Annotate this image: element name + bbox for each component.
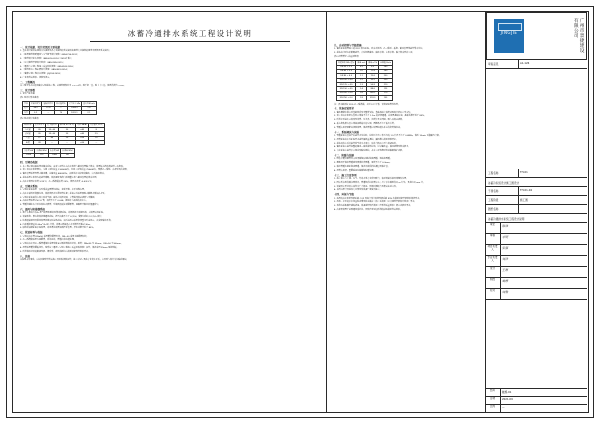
note-line: 本工程为某办公楼冰蓄冷空调系统工程，总建筑面积约为 ××××㎡，地下室一层，地上十八层，建筑高度约 ××m。: [20, 85, 126, 88]
table-header-cell: 比摩阻 Pa/m: [380, 61, 392, 64]
table-header-cell: 新风量 m³/(h·人): [59, 124, 75, 127]
project-label: 工程名称: [488, 171, 499, 175]
table-cell: 11.8: [367, 69, 379, 73]
table-cell: 34.2: [29, 106, 42, 110]
subproject-label: 子项名称: [488, 189, 499, 193]
note-line: 4. 冷凝水管采用 PVC-U 管，坡度不小于 0.008，就近排入最近的排水点。: [20, 200, 88, 203]
table-header-cell: 人员密度 ㎡/人: [89, 124, 103, 127]
note-line: 1. 明装非镀锌钢管及支吊架除锈后刷防锈漆两道、调和漆两道。: [334, 158, 392, 161]
signature-name: 陈伟: [502, 224, 509, 228]
signature-row: [486, 234, 587, 245]
table-cell: 250: [379, 74, 393, 78]
note-line: 6. 《建筑机电工程抗震设计规范》GB50981-2014；: [20, 69, 69, 72]
footer-divider: [500, 389, 501, 396]
certificate-label: 审查意见: [488, 62, 499, 66]
table-cell: 70: [55, 111, 67, 115]
project-value: TH-01: [520, 170, 528, 174]
table-cell: DN 80 × 4.0: [337, 74, 356, 78]
table-cell: 30: [58, 132, 76, 136]
note-line: 2. 风管系统按中压系统要求进行漏风量测试，漏风率应满足规范要求。: [334, 138, 399, 141]
note-line: 1. 地下车库按六次/h 换气设置机械排风兼排烟系统，排烟风机为双速风机，并设置补风系统。: [20, 212, 106, 215]
table-cell: DN 100 × 4.0: [337, 78, 356, 82]
project-name-row: [486, 169, 587, 178]
section-heading: 四、空调冷热源: [20, 161, 38, 165]
table-cell: 56.8: [367, 83, 379, 87]
table-header-cell: 夏季湿度%: [47, 124, 57, 127]
note-line: 3. 机房内采取隔声减振措施，设备运行噪声满足《声环境质量标准》相应功能区要求。: [334, 205, 413, 208]
table-cell: 冬季: [24, 111, 28, 114]
table-caption: 表2 室内设计参数表: [20, 118, 39, 121]
signature-divider: [500, 256, 501, 266]
note-line: 2. 双工况冷水机组两台，空调工况制冷量 1160kW/台，制冰工况制冷量 790kW/台，配套乙二醇泵、冷却泵及冷却塔。: [20, 169, 129, 172]
company-name: 广州市景捷建设有限公司: [573, 18, 584, 53]
table-header-cell: 湿球温度℃: [43, 102, 54, 105]
section-heading: 六、通风与防排烟系统: [20, 207, 46, 211]
table-header-cell: 夏季温度℃: [34, 124, 45, 127]
table-cell: 260: [379, 69, 393, 73]
note-line: 1. 空调冷冻水管 DN≤50 采用镀锌钢管丝接，DN>50 采用无缝钢管焊接。: [20, 235, 89, 238]
note-line: 5. 冷冻水供回水温度 5/13℃，乙二醇溶液浓度 25%，供回水温度 -5.6/3.5℃。: [20, 180, 94, 183]
table-cell: 280: [379, 65, 393, 69]
note-line: 2. 《民用建筑供暖通风与空气调节设计规范》GB50736-2012；: [20, 54, 79, 57]
table-cell: 19.6: [367, 74, 379, 78]
table-cell: 1.8: [82, 106, 97, 110]
signature-row: [486, 245, 587, 256]
footer-divider: [500, 397, 501, 404]
footer-label: 图号: [489, 389, 495, 392]
company-logo: [494, 19, 524, 53]
note-line: 5. 厨房排油烟系统单独设置，排风罩处设置油烟净化装置，净化效率不低于 85%。: [20, 227, 96, 230]
signature-divider: [500, 234, 501, 244]
table-cell: 夏季: [24, 107, 28, 110]
table-cell: 0.9: [356, 65, 367, 69]
table-header-cell: 冷负荷 kW: [24, 150, 34, 153]
table-caption: 表3 水管管径与流量对照表: [334, 55, 359, 58]
notes-column-middle: [334, 44, 478, 213]
sheet-footer: [486, 388, 587, 412]
table-header-cell: 冷指标 W/㎡: [36, 150, 47, 153]
table-cell: —: [88, 141, 104, 145]
note-line: 1. 施工前应与土建、电气、给排水等专业密切配合，核对预留孔洞及预埋件位置。: [334, 177, 409, 180]
note-line: 3. 保温管道先刷防锈漆两道，保温外设铝箔防潮层及保护层。: [334, 166, 390, 168]
table-cell: DN 50 × 3.5: [337, 65, 356, 69]
note-line: 1. 管道系统安装完毕后进行水压试验，试验压力为工作压力的 1.5 倍且不小于 0.6MPa，保压 10min 无渗漏为合格。: [334, 135, 441, 138]
logo-text: JINGJIE: [500, 30, 518, 35]
note-line: 1. 基本设计资料由建设单位提供及各专业提供的有关资料和建筑专业提供的建筑平面图及有关资料；: [20, 50, 111, 53]
table-cell: 33.5: [367, 78, 379, 82]
table-cell: 1004.3: [67, 106, 82, 110]
signature-role: 设计: [489, 267, 495, 270]
table-header-cell: 室外风速 m/s: [83, 102, 95, 105]
subproject-value: TH-01-04: [520, 188, 533, 192]
table-cell: 1.1: [356, 74, 367, 78]
section-heading: 七、管道材料与保温: [20, 231, 43, 235]
data-table: [336, 60, 393, 100]
signature-role: 审定: [489, 223, 495, 226]
table-caption: 表1 室外计算参数表: [20, 97, 39, 100]
column-divider-1: [326, 11, 327, 413]
note-line: 4. 《公共建筑节能设计标准》GB50189-2015；: [20, 61, 65, 64]
note-line: 5. 管道支吊架间距按规范设置，保温管道应设置防腐木托或高密度保温块。: [334, 126, 403, 129]
note-line: 本说明未尽事宜，应按国家现行有关施工及验收规范执行；施工中如与其他专业发生矛盾，应及时与设计单位联系解决。: [20, 259, 129, 261]
drawing-label: 图纸名称: [488, 207, 499, 211]
note-line: 3. 所有水泵进出口设柔性接管、压力表、温度计及止回阀，吸入端设过滤器。: [334, 119, 405, 122]
table-row: [23, 111, 97, 115]
note-line: 4. 风管采用镀锌钢板制作，厚度按《通风与空调工程施工质量验收规范》执行，保温采用 25mm 厚橡塑板。: [20, 247, 119, 250]
table-cell: 66: [61, 153, 75, 157]
table-cell: 26: [33, 127, 46, 131]
footer-label: 日期: [489, 397, 495, 400]
note-line: 4. 风管支吊架、型钢底座均做除锈防腐处理。: [334, 169, 376, 172]
note-line: 4. 本图应配合其他各专业图纸及设备厂家资料施工。: [334, 189, 382, 192]
table-header-cell: 季节: [24, 102, 28, 105]
note-line: 5. 所有保温材料的燃烧性能、烟密度、毒性指标均应满足国家现行标准要求。: [20, 250, 91, 253]
section-heading: 八、其他: [20, 254, 31, 258]
signature-name: 王磊: [502, 268, 509, 272]
note-line: 3. 《建筑设计防火规范》GB50016-2014（2018年版）；: [20, 57, 73, 60]
signature-divider: [500, 245, 501, 255]
table-cell: 1.2: [356, 78, 367, 82]
signature-role: 校对: [489, 289, 495, 292]
table-cell: 20: [58, 136, 76, 140]
note-line: 4. 板式换热器安装应预留拆卸板片的空间，两侧各不小于板片长度。: [334, 123, 396, 126]
table-row: [337, 96, 393, 100]
section-heading: 九、自动控制与节能措施: [334, 44, 362, 47]
footer-row: [486, 405, 587, 413]
note-line: 2. 设备机房、配电房设机械通风系统，换气次数不小于 6 次/h；变配电房按 12 次/h 设计。: [20, 216, 104, 219]
drawing-value-row: [486, 214, 587, 223]
note-line: 2. 系统按分时电价策略运行，自动切换蓄冰、融冰单供、主机单供、联合供冷四种工况。: [334, 52, 415, 55]
table-header-cell: 相对湿度%: [56, 102, 66, 105]
note-line: 4. 冷却塔设置于屋面通风良好处，其噪声对周边环境的影响满足有关标准。: [334, 208, 403, 211]
note-line: 1. 空调水系统采用一次泵变流量两管制系统，垂直异程、水平同程布置。: [20, 188, 87, 191]
note-line: 8. 广东省有关标准、规范及规定。: [20, 76, 52, 79]
table-cell: 318.0: [367, 96, 379, 100]
table-row: [23, 141, 105, 145]
table-header-cell: 热指标 W/㎡: [62, 150, 73, 153]
signature-row: [486, 267, 587, 278]
table-header-cell: 干球温度℃: [30, 102, 41, 105]
table-cell: 1.6: [356, 91, 367, 95]
note-line: 2. 冷冻水循环泵变频控制，根据供回水压差调节转速；系统定压采用落地式膨胀水箱加补水泵。: [20, 192, 107, 195]
signature-divider: [500, 278, 501, 288]
table-cell: 210: [379, 83, 393, 87]
table-header-cell: 房间名称: [24, 124, 32, 127]
table-cell: 30: [58, 127, 76, 131]
section-heading: 三、设计参数: [20, 88, 36, 92]
signature-name: 张强: [502, 246, 509, 250]
table-cell: —: [55, 106, 67, 110]
note-line: 2. 图中所注标高除注明者外，管道标高均指管中心；尺寸单位除标高以 m 计外，其余均以 mm 计。: [334, 181, 426, 184]
table-cell: 88.6: [367, 87, 379, 91]
note-line: 注：表中数据按 25% 乙二醇溶液、水温 5℃ 计算，仅供初选管径参考。: [334, 103, 401, 106]
table-header-cell: 流速 m/s: [357, 61, 366, 64]
table-cell: ≤50: [76, 136, 89, 140]
table-cell: 2.5: [88, 132, 104, 136]
certificate-row: [486, 60, 587, 69]
section-heading: 十三、施工注意事项: [334, 173, 357, 177]
signature-role: 制图: [489, 278, 495, 281]
table-cell: DN 125 × 4.5: [337, 83, 356, 87]
table-cell: 1.0: [356, 69, 367, 73]
note-line: 2. 埋地及不保温管道刷环氧煤沥青两道，厚度不小于 0.3mm。: [334, 162, 392, 165]
signature-name: 李明: [502, 235, 509, 239]
table-header-cell: 噪声 dB(A): [77, 124, 87, 127]
note-line: 2. 风机、水泵的单位风量耗功率及耗电输冷（热）比满足《公共建筑节能设计标准》要求。: [334, 201, 417, 204]
table-cell: —: [46, 141, 58, 145]
table-header-cell: 管道规格 DN×壁厚: [338, 61, 355, 64]
note-line: 1. 蓄冰槽就位前应对基础标高及平整度复核，基础混凝土强度达到设计值后方可安装。: [334, 111, 413, 114]
company-header: [486, 12, 587, 60]
footer-value: 2021.09: [502, 398, 513, 401]
table-cell: DN 65 × 3.5: [337, 69, 356, 73]
note-line: 1. 本工程空调冷源采用冰蓄冷系统，由双工况离心式冷水机组与蓄冰装置联合供冷，设置板式换热器进行二次换热。: [20, 165, 125, 168]
data-table: [22, 123, 105, 146]
subproject-row: [486, 187, 587, 196]
note-line: 7. 《蓄能空调工程技术规程》JGJ158-2018；: [20, 73, 62, 76]
note-line: 3. 空调冷冻水及乙二醇管道保温采用难燃 B1 级橡塑保温材料，厚度：DN≤50 为 32mm，DN>50 为 40mm。: [20, 243, 123, 246]
note-line: 1. 蓄冰系统设置独立的 DDC 群控系统，对冷水机组、乙二醇泵、板换、蓄冰装置等进行集中监控。: [334, 48, 425, 51]
table-cell: 28: [33, 141, 46, 145]
note-line: 2. 双工况冷水机组安装时应预留不小于 1.2m 的检修通道，并设置减振台座，减振效率不低于 85%。: [334, 115, 427, 118]
note-line: 3. 系统冲洗应反复进行直至排出水清洁，冲洗合格后方可与设备连接。: [334, 142, 399, 145]
table-cell: —: [42, 111, 55, 115]
footer-row: [486, 397, 587, 405]
project-sub-desc: 冰蓄冷系统设计施工图设计: [488, 182, 520, 185]
table-cell: 1.8: [356, 96, 367, 100]
table-cell: 10: [88, 136, 104, 140]
signature-divider: [500, 289, 501, 299]
table-header-cell: 热负荷 kW: [49, 150, 60, 153]
table-header-cell: 大气压力 hPa: [68, 102, 81, 105]
note-line: 3. 设备及主要材料应具有出厂合格证、性能检测报告及相关认证文件。: [334, 185, 399, 188]
table-cell: 大堂: [23, 136, 34, 140]
signature-divider: [500, 267, 501, 277]
table-cell: DN 250 × 6.0: [337, 96, 356, 100]
note-line: 1. 室外气象参数: [20, 93, 35, 96]
note-line: 3. 防烟楼梯间及其前室设置机械加压送风系统，加压送风口采用常闭型多叶送风口，火灾时联动开启。: [20, 219, 113, 222]
table-cell: 5.2: [29, 111, 42, 115]
signature-name: 刘洋: [502, 257, 509, 261]
section-heading: 一、设计依据、设计范围及主要依据: [20, 46, 61, 49]
table-cell: —: [58, 141, 76, 145]
signature-name: 周敏: [502, 290, 509, 294]
signature-role: 专业负责人: [487, 256, 498, 262]
table-cell: ≤45: [76, 127, 89, 131]
section-heading: 二、工程概况: [20, 80, 36, 84]
table-cell: 8: [88, 127, 104, 131]
note-line: 1. 选用的冷水机组性能系数 COP 及综合部分负荷性能系数 IPLV 均满足国家节能标准限值要求。: [334, 197, 422, 200]
table-cell: 27: [33, 136, 46, 140]
drawing-name-row: [486, 205, 587, 214]
table-cell: 230: [379, 78, 393, 82]
title-block: [486, 12, 587, 412]
footer-value: 暖施-01: [502, 391, 512, 394]
note-line: 5. 《通风与空调工程施工质量验收规范》GB50243-2016；: [20, 65, 75, 68]
signature-divider: [500, 223, 501, 233]
table-cell: 55~60: [46, 127, 58, 131]
data-table: [22, 101, 97, 115]
section-heading: 十、设备安装要求: [334, 107, 355, 111]
table-cell: 1480: [48, 153, 60, 157]
table-cell: 155: [379, 96, 393, 100]
note-line: 4. 内走道排烟量按 60m³/(h·㎡) 计算，排烟口距最远点水平距离不超过 30m。: [20, 223, 93, 226]
stage-value: 施工图: [520, 198, 528, 202]
footer-row: [486, 389, 587, 397]
footer-divider: [500, 405, 501, 412]
note-line: 5. 管道穿越防火分区处设防火套管，穿墙及楼板处设钢套管，缝隙用不燃材料填塞密实。: [20, 204, 101, 207]
table-cell: 2350: [23, 153, 35, 157]
footer-label: 比例: [489, 405, 495, 408]
signature-row: [486, 278, 587, 289]
project-sub-row: [486, 178, 587, 187]
table-cell: 办公室: [23, 127, 34, 131]
section-heading: 十四、环保与节能: [334, 193, 355, 197]
stage-label: 工程阶段: [488, 198, 499, 202]
signature-role: 审核: [489, 234, 495, 237]
table-cell: 110: [35, 153, 49, 157]
signature-row: [486, 289, 587, 300]
notes-column-left: [20, 46, 316, 263]
table-cell: 1.4: [356, 87, 367, 91]
stage-row: [486, 196, 587, 205]
signature-row: [486, 223, 587, 234]
note-line: 5. 自控系统应进行单点调试及联动调试，并在工况切换时验证联锁保护功能。: [334, 150, 405, 153]
table-cell: DN 150 × 4.5: [337, 87, 356, 91]
table-cell: 会议室: [23, 132, 34, 136]
table-cell: 170: [379, 91, 393, 95]
note-line: 4. 蓄冰系统应进行完整的蓄冰—融冰循环试验，记录蓄冰量、融冰速率及供冷能力。: [334, 146, 411, 149]
footer-value: —: [502, 406, 505, 409]
drawing-value: 冰蓄冷通排水系统工程设计说明: [488, 218, 525, 221]
note-line: 3. 空调水系统最高点设自动排气阀，最低点设泄水阀，立管底部设过滤器与平衡阀。: [20, 196, 97, 199]
table-cell: 60: [46, 136, 58, 140]
table-cell: DN 200 × 6.0: [337, 91, 356, 95]
note-line: 3. 蓄冰装置采用盘管式蓄冰槽，总蓄冰量 4800RTh，夜间低谷电价时段蓄冰，白天融冰供冷。: [20, 173, 106, 176]
table-cell: 195: [379, 87, 393, 91]
data-table: [22, 148, 75, 158]
table-cell: 走道: [23, 141, 34, 145]
signature-name: 黄婷: [502, 279, 509, 283]
table-cell: ≤50: [76, 141, 89, 145]
signature-role: 项目负责人: [487, 245, 498, 251]
section-heading: 五、空调水系统: [20, 184, 38, 188]
table-cell: ≤45: [76, 132, 89, 136]
note-line: 2. 乙二醇管路采用无缝钢管，焊接连接，管道内外防腐处理。: [20, 239, 76, 242]
table-cell: 6.3: [367, 65, 379, 69]
table-cell: 180.2: [367, 91, 379, 95]
page-title: 冰蓄冷通排水系统工程设计说明: [90, 28, 290, 42]
table-row: [23, 153, 75, 157]
note-line: 4. 系统采用主机优先的运行策略，根据逐时负荷自动调整主机与蓄冰装置的供冷比例。: [20, 176, 99, 179]
table-cell: 55~60: [46, 132, 58, 136]
section-heading: 十一、系统调试与试验: [334, 130, 360, 134]
table-cell: 26: [33, 132, 46, 136]
section-heading: 十二、防腐与油漆: [334, 154, 355, 158]
table-cell: 2.1: [82, 111, 97, 115]
table-cell: 1.3: [356, 83, 367, 87]
certificate-value: A1-126: [520, 61, 530, 65]
signature-row: [486, 256, 587, 267]
table-cell: 27.8: [42, 106, 55, 110]
table-cell: 1019.1: [67, 111, 82, 115]
table-header-cell: 流量 m³/h: [368, 61, 378, 64]
